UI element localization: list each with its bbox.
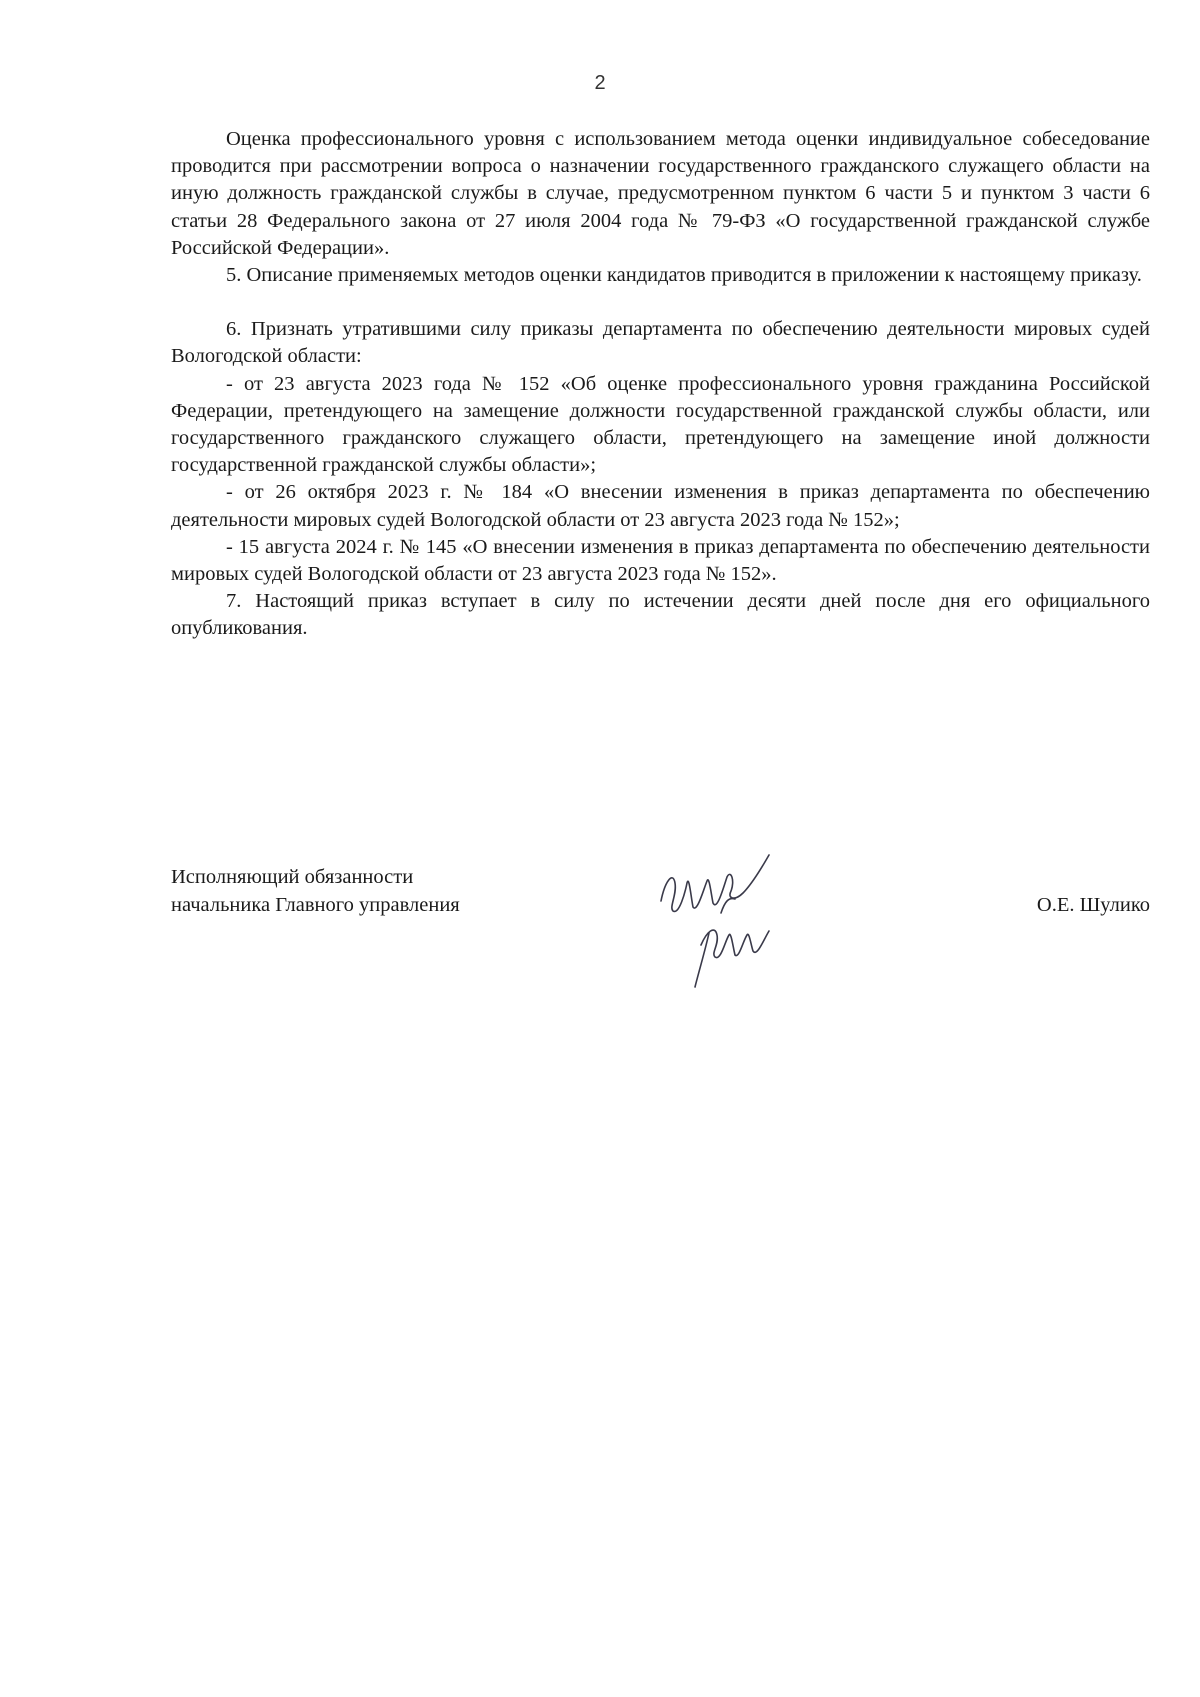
signatory-position-line-2: начальника Главного управления [171,894,460,916]
signatory-position [171,863,460,919]
signatory-name: О.Е. Шулико [1036,894,1150,916]
paragraph-gap [171,289,1150,316]
repealed-order-152: - от 23 августа 2023 года № 152 «Об оценке профессионального уровня гражданина Российской Федерации, претендующего на замещение должности государственной гражданской службы области, или государственного гражданского служащего области, претендующего на замещение иной должности государственной гражданской службы области»; [171,372,1150,477]
paragraph-item-7: 7. Настоящий приказ вступает в силу по истечении десяти дней после дня его официального опубликования. [171,590,1150,640]
paragraph-item-5: 5. Описание применяемых методов оценки кандидатов приводится в приложении к настоящему приказу. [226,264,1142,287]
handwritten-signature-icon [651,841,811,991]
page-number: 2 [594,72,606,94]
paragraph-assessment-interview: Оценка профессионального уровня с использованием метода оценки индивидуальное собеседование проводится при рассмотрении вопроса о назначении государственного гражданского служащего области на иную должность гражданской службы в случае, предусмотренном пунктом 6 части 5 и пунктом 3 части 6 статьи 28 Федерального закона от 27 июля 2004 года № 79-ФЗ «О государственной гражданской службе Российской Федерации». [171,128,1150,259]
paragraph-item-6: 6. Признать утратившими силу приказы департамента по обеспечению деятельности мировых судей Вологодской области: [171,318,1150,368]
repealed-order-145: - 15 августа 2024 г. № 145 «О внесении изменения в приказ департамента по обеспечению деятельности мировых судей Вологодской области от 23 августа 2023 года № 152». [171,535,1150,586]
signatory-position-line-1: Исполняющий обязанности [171,866,414,888]
document-body [171,126,1150,643]
repealed-order-184: - от 26 октября 2023 г. № 184 «О внесении изменения в приказ департамента по обеспечению деятельности мировых судей Вологодской области от 23 августа 2023 года № 152»; [171,481,1150,531]
signature-block [171,863,1150,1003]
